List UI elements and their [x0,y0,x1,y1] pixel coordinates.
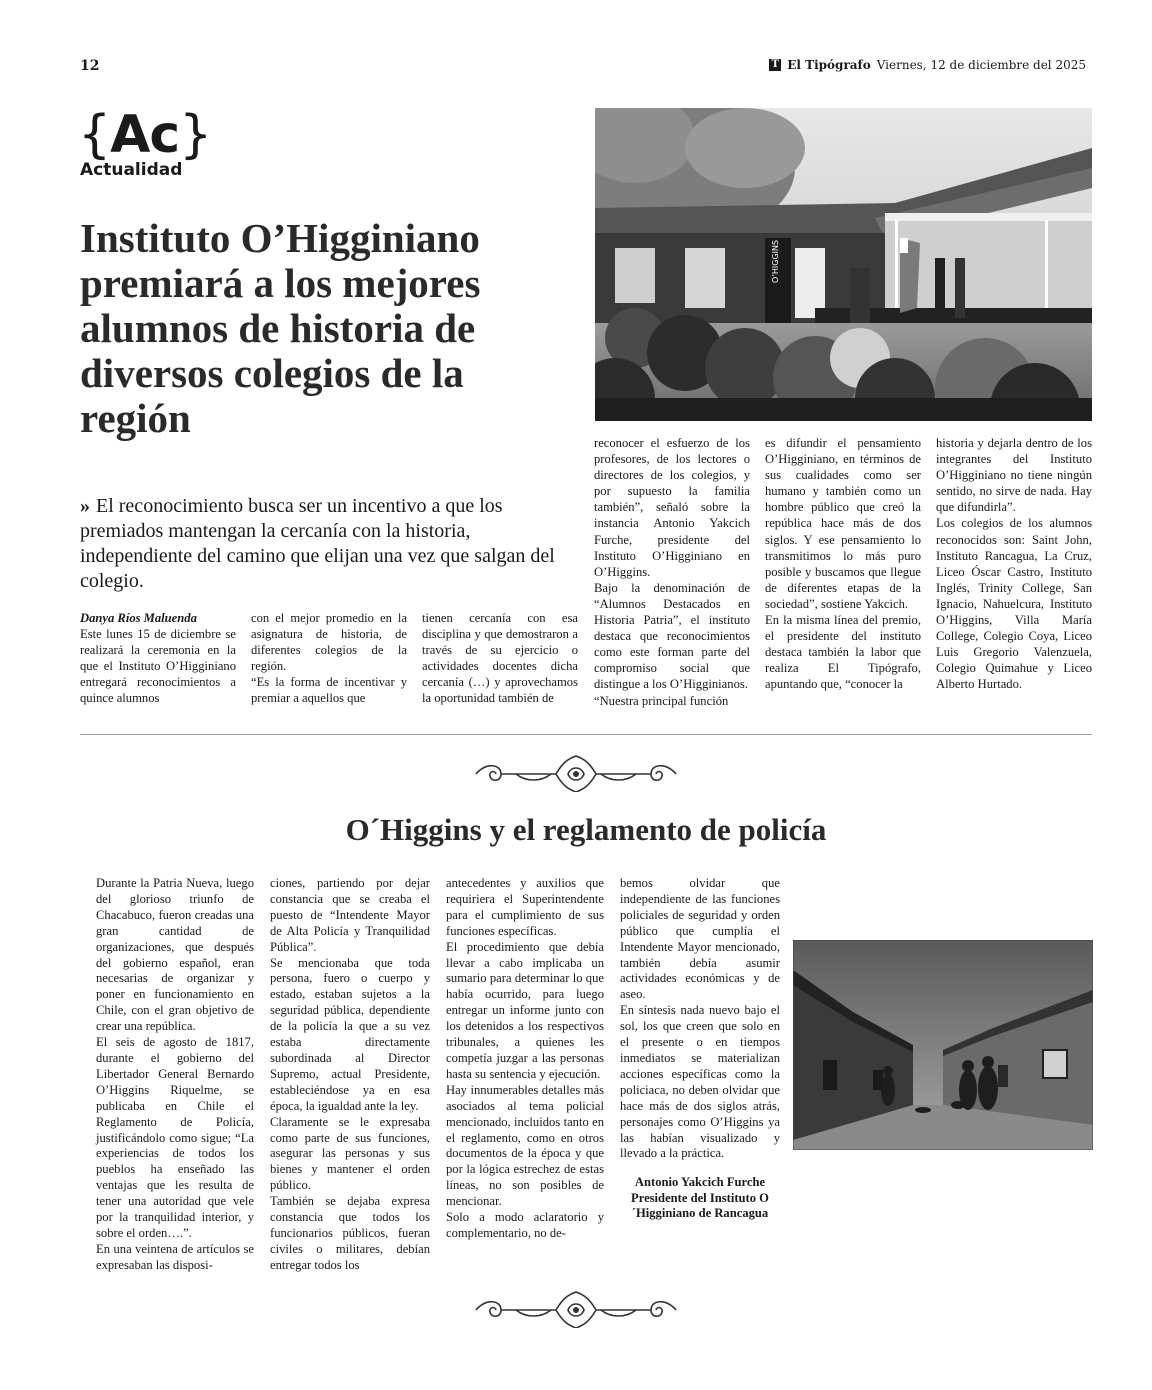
section-abbrev: {Ac} [78,105,212,165]
article-column-6: historia y dejarla dentro de los integrantes del Instituto O’Higginiano no tiene ningún sentido, no sirve de nada. Hay que difundirla”. Los colegios de los alumnos reconocidos son: Saint John, Instituto Rancagua, La Cruz, Liceo Óscar Castro, Instituto Inglés, Trinity College, San Ignacio, Nahuelcura, Instituto O’Higgins, Villa María College, Colegio Coya, Liceo Luis Gregorio Valenzuela, Colegio Quimahue y Liceo Alberto Hurtado. [936,436,1092,692]
section-divider [80,734,1092,735]
author-byline: Danya Ríos Maluenda [80,611,197,625]
article-lede: » El reconocimiento busca ser un incentivo a que los premiados mantengan la cercanía con la historia, independiente del camino que elijan una vez que salgan del colegio. [80,495,555,592]
article-column-4: reconocer el esfuerzo de los profesores, de los lectores o directores de los colegios, y por supuesto la familia también”, señaló sobre la instancia Antonio Yakcich Furche, presidente del Instituto O’Higginiano en O’Higgins. Bajo la denominación de “Alumnos Destacados en Historia Patria”, el instituto destaca que reconocimientos como este forman parte del compromiso social que distingue a los O’Higginianos. “Nuestra principal función [594,436,750,708]
section-name: Actualidad [80,160,183,180]
article-column-3: tienen cercanía con esa disciplina y que demostraron a través de su ejercicio o actividades docentes dicha cercanía (…) y aprovechamos la oportunidad también de [422,611,578,706]
ceremony-photo [595,108,1092,421]
author-signature: Antonio Yakcich Furche Presidente del Instituto O´Higginiano de Rancagua [631,1175,769,1220]
article-column-1: Danya Ríos Maluenda Este lunes 15 de diciembre se realizará la ceremonia en la que el Instituto O’Higginiano entregará reconocimientos a quince alumnos [80,611,236,706]
article2-column-4: bemos olvidar que independiente de las funciones policiales de seguridad y orden público que cumplía el Intendente Mayor mencionado, también debía asumir actividades económicas y de aseo. En síntesis nada nuevo bajo el sol, los que creen que solo en el presente o en tiempos inmediatos se materializan acciones específicas como la policiaca, no deben olvidar que hace más de dos siglos atrás, personajes como O’Higgins ya las habían visualizado y llevado a la práctica. [620,876,780,1161]
quote-mark-icon: » [80,495,90,517]
article-headline-2: O´Higgins y el reglamento de policía [345,812,827,847]
flourish-ornament-icon [456,752,696,792]
masthead [769,58,1086,72]
newspaper-logo-icon: T [769,59,781,71]
issue-date: Viernes, 12 de diciembre del 2025 [876,58,1086,72]
flourish-ornament-icon [456,1288,696,1328]
section-tag [78,106,211,180]
historical-street-engraving [793,940,1093,1150]
article2-column-3: antecedentes y auxilios que requiriera el Superintendente para el cumplimiento de sus funciones específicas. El procedimiento que debía llevar a cabo implicaba un sumario para determinar lo que había ocurrido, para luego entregar un informe junto con los detenidos a los respectivos tribunales, a quienes les competía juzgar a las personas hasta su sentencia y ejecución. Hay innumerables detalles más asociados al tema policial mencionado, incluidos tanto en el reglamento, como en otros documentos de la época y que por la lógica estrechez de estas líneas, no son posibles de mencionar. Solo a modo aclaratorio y complementario, no de- [446,876,604,1240]
article2-column-2: ciones, partiendo por dejar constancia que se creaba el puesto de “Intendente Mayor de Alta Policía y Tranquilidad Pública”. Se mencionaba que toda persona, fuero o cuerpo y estado, estaban sujetos a la seguridad pública, dependiente de la policía la que a su vez estaba directamente subordinada al Director Supremo, actual Presidente, estableciéndose ya en esa época, la igualdad ante la ley. Claramente se le expresaba como parte de sus funciones, asegurar las personas y sus bienes y mantener el orden público. También se dejaba expresa constancia que todos los funcionarios públicos, fueran civiles o militares, debían entregar todos los [270,876,430,1272]
brand-name: El Tipógrafo [787,58,871,72]
article2-column-1: Durante la Patria Nueva, luego del glorioso triunfo de Chacabuco, fueron creadas una gran cantidad de organizaciones, que después del gobierno español, eran necesarias de organizar y poner en funcionamiento en Chile, con el gran objetivo de crear una república. El seis de agosto de 1817, durante el gobierno del Libertador General Bernardo O’Higgins Riquelme, se publicaba en Chile el Reglamento de Policía, justificándolo como sigue; “La experiencias de todos los pueblos ha enseñado las ventajas que les resulta de tener una autoridad que vele por la tranquilidad interior, y sobre el orden….”. En una veintena de artículos se expresaban las disposi- [96,876,254,1272]
article-column-5: es difundir el pensamiento O’Higginiano, en términos de sus cualidades como ser humano y también como un hombre público que creó la república hace más de dos siglos. Y ese pensamiento lo transmitimos lo más puro posible y buscamos que llegue de diferentes etapas de la sociedad”, sostiene Yakcich. En la misma línea del premio, el presidente del instituto destaca también la labor que realiza El Tipógrafo, apuntando que, “conocer la [765,436,921,692]
banner-sign: O’HIGGINS [771,239,780,283]
page-number: 12 [80,58,100,74]
article-column-2: con el mejor promedio en la asignatura de historia, de diferentes colegios de la región. “Es la forma de incentivar y premiar a aquellos que [251,611,407,706]
article-headline: Instituto O’Higginiano premiará a los mejores alumnos de historia de diversos colegios de la región [80,215,481,441]
